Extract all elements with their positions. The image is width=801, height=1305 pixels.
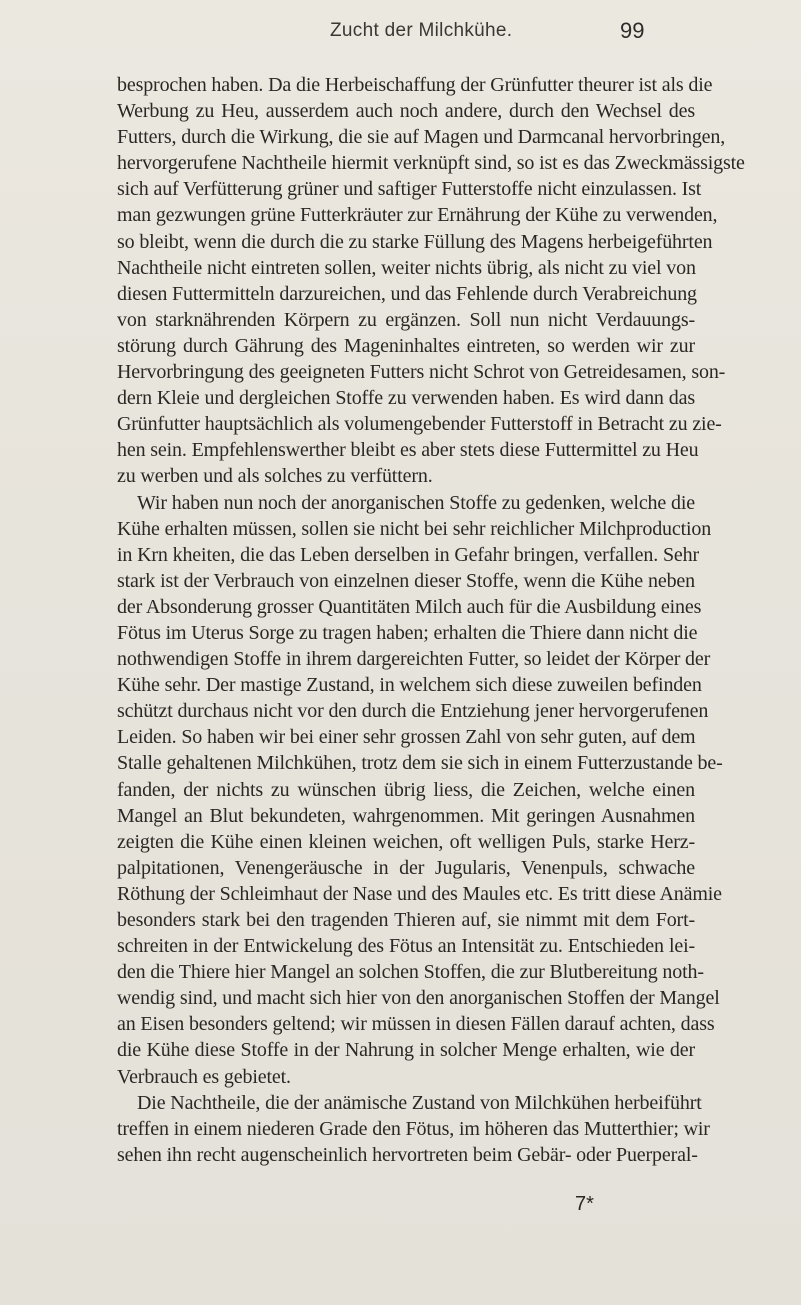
text-line: Fötus im Uterus Sorge zu tragen haben; erhalten die Thiere dann nicht die [117, 621, 698, 644]
text-line: diesen Futtermitteln darzureichen, und das Fehlende durch Verabreichung [117, 282, 697, 305]
text-line: dern Kleie und dergleichen Stoffe zu verwenden haben. Es wird dann das [117, 387, 695, 410]
text-line: Grünfutter hauptsächlich als volumengebender Futterstoff in Betracht zu zie- [117, 413, 722, 436]
text-line: Mangel an Blut bekundeten, wahrgenommen. Mit geringen Ausnahmen [117, 804, 695, 827]
text-line: den die Thiere hier Mangel an solchen Stoffen, die zur Blutbereitung noth- [117, 961, 704, 984]
text-line: hen sein. Empfehlenswerther bleibt es aber stets diese Futtermittel zu Heu [117, 439, 699, 462]
text-line: treffen in einem niederen Grade den Fötus, im höheren das Mutterthier; wir [117, 1117, 710, 1140]
text-line: zeigten die Kühe einen kleinen weichen, oft welligen Puls, starke Herz- [117, 830, 695, 853]
text-line: Röthung der Schleimhaut der Nase und des Maules etc. Es tritt diese Anämie [117, 882, 722, 905]
page-number: 99 [620, 18, 645, 43]
text-line: die Kühe diese Stoffe in der Nahrung in solcher Menge erhalten, wie der [117, 1039, 695, 1062]
text-line: Stalle gehaltenen Milchkühen, trotz dem sie sich in einem Futterzustande be- [117, 752, 723, 775]
body-text [117, 72, 745, 1168]
text-line: nothwendigen Stoffe in ihrem dargereichten Futter, so leidet der Körper der [117, 648, 711, 671]
text-line: Kühe erhalten müssen, sollen sie nicht bei sehr reichlicher Milchproduction [117, 517, 712, 540]
text-line: Werbung zu Heu, ausserdem auch noch andere, durch den Wechsel des [117, 100, 695, 123]
text-line: in Krn kheiten, die das Leben derselben in Gefahr bringen, verfallen. Sehr [117, 543, 700, 566]
text-line: palpitationen, Venengeräusche in der Jugularis, Venenpuls, schwache [117, 856, 695, 879]
text-line: schützt durchaus nicht vor den durch die Entziehung jener hervorgerufenen [117, 700, 709, 723]
text-line: an Eisen besonders geltend; wir müssen in diesen Fällen darauf achten, dass [117, 1013, 715, 1036]
text-line: der Absonderung grosser Quantitäten Milch auch für die Ausbildung eines [117, 595, 702, 618]
running-head [0, 18, 801, 48]
signature-mark: 7* [575, 1193, 594, 1215]
text-line: hervorgerufene Nachtheile hiermit verknüpft sind, so ist es das Zweckmässigste [117, 152, 745, 175]
text-line: störung durch Gährung des Mageninhaltes eintreten, so werden wir zur [117, 334, 695, 357]
text-line: Kühe sehr. Der mastige Zustand, in welchem sich diese zuweilen befinden [117, 674, 702, 697]
text-line: schreiten in der Entwickelung des Fötus an Intensität zu. Entschieden lei- [117, 935, 695, 958]
text-line: Futters, durch die Wirkung, die sie auf Magen und Darmcanal hervorbringen, [117, 126, 726, 149]
text-line: man gezwungen grüne Futterkräuter zur Ernährung der Kühe zu verwenden, [117, 204, 718, 227]
text-line: zu werben und als solches zu verfüttern. [117, 465, 433, 488]
text-line: so bleibt, wenn die durch die zu starke Füllung des Magens herbeigeführten [117, 230, 713, 253]
text-line: Hervorbringung des geeigneten Futters nicht Schrot von Getreidesamen, son- [117, 361, 726, 384]
text-line: stark ist der Verbrauch von einzelnen dieser Stoffe, wenn die Kühe neben [117, 569, 695, 592]
text-line: besprochen haben. Da die Herbeischaffung der Grünfutter theurer ist als die [117, 74, 713, 96]
text-line: sehen ihn recht augenscheinlich hervortreten beim Gebär- oder Puerperal- [117, 1143, 698, 1166]
text-line: Die Nachtheile, die der anämische Zustand von Milchkühen herbeiführt [137, 1091, 702, 1114]
text-line: von starknährenden Körpern zu ergänzen. Soll nun nicht Verdauungs- [117, 308, 695, 331]
running-title: Zucht der Milchkühe. [330, 20, 513, 41]
text-line: Wir haben nun noch der anorganischen Stoffe zu gedenken, welche die [137, 491, 695, 514]
text-line: sich auf Verfütterung grüner und saftiger Futterstoffe nicht einzulassen. Ist [117, 178, 702, 201]
text-line: Nachtheile nicht eintreten sollen, weiter nichts übrig, als nicht zu viel von [117, 256, 696, 279]
text-line: besonders stark bei den tragenden Thieren auf, sie nimmt mit dem Fort- [117, 909, 695, 931]
text-line: wendig sind, und macht sich hier von den anorganischen Stoffen der Mangel [117, 987, 720, 1010]
text-line: Leiden. So haben wir bei einer sehr grossen Zahl von sehr guten, auf dem [117, 726, 696, 749]
text-line: fanden, der nichts zu wünschen übrig liess, die Zeichen, welche einen [117, 778, 695, 801]
text-line: Verbrauch es gebietet. [117, 1065, 291, 1088]
